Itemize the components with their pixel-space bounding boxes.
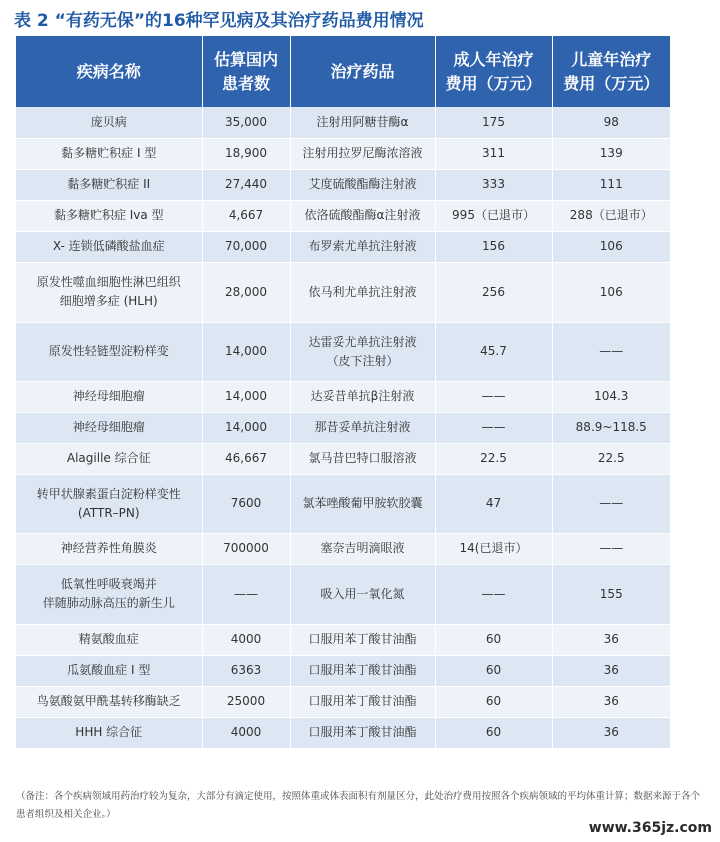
drug-cell: 氯马昔巴特口服溶液 [290,443,435,474]
patient-count-cell: 6363 [202,655,290,686]
patient-count-cell: 46,667 [202,443,290,474]
table-row [16,169,670,200]
table-row [16,474,670,533]
patient-count-cell: 28,000 [202,262,290,322]
adult-cost-cell: 14(已退市） [435,533,552,564]
disease-name-cell: 黏多糖贮积症 II [16,169,202,200]
drug-cell: 塞奈吉明滴眼液 [290,533,435,564]
disease-name-cell: 黏多糖贮积症 I 型 [16,138,202,169]
disease-name-cell: 转甲状腺素蛋白淀粉样变性 (ATTR–PN) [16,474,202,533]
child-cost-cell: 155 [552,564,670,624]
patient-count-cell: 25000 [202,686,290,717]
disease-name-cell: HHH 综合征 [16,717,202,748]
patient-count-cell: 700000 [202,533,290,564]
table-row [16,655,670,686]
drug-cell: 口服用苯丁酸甘油酯 [290,624,435,655]
child-cost-cell: 36 [552,624,670,655]
patient-count-cell: 14,000 [202,381,290,412]
patient-count-cell: 14,000 [202,322,290,381]
adult-cost-cell: 311 [435,138,552,169]
drug-cell: 那昔妥单抗注射液 [290,412,435,443]
child-cost-cell: 139 [552,138,670,169]
disease-name-cell: 瓜氨酸血症 I 型 [16,655,202,686]
adult-cost-cell: 47 [435,474,552,533]
drug-cell: 达妥昔单抗β注射液 [290,381,435,412]
disease-name-cell: 庞贝病 [16,107,202,138]
table-title: 表 2 “有药无保”的16种罕见病及其治疗药品费用情况 [14,11,424,31]
drug-cell: 依洛硫酸酯酶α注射液 [290,200,435,231]
patient-count-cell: 27,440 [202,169,290,200]
table-row [16,717,670,748]
patient-count-cell: 70,000 [202,231,290,262]
drug-cell: 口服用苯丁酸甘油酯 [290,686,435,717]
table-row [16,564,670,624]
drug-cell: 艾度硫酸酯酶注射液 [290,169,435,200]
table-row [16,443,670,474]
patient-count-cell: 7600 [202,474,290,533]
child-cost-cell: 288（已退市） [552,200,670,231]
child-cost-cell: 22.5 [552,443,670,474]
child-cost-cell: 111 [552,169,670,200]
child-cost-cell: —— [552,533,670,564]
drug-cell: 达雷妥尤单抗注射液 （皮下注射） [290,322,435,381]
drug-cell: 吸入用一氧化氮 [290,564,435,624]
disease-name-cell: 原发性噬血细胞性淋巴组织 细胞增多症 (HLH) [16,262,202,322]
adult-cost-cell: 22.5 [435,443,552,474]
patient-count-cell: 4,667 [202,200,290,231]
adult-cost-cell: —— [435,412,552,443]
drug-cell: 注射用拉罗尼酶浓溶液 [290,138,435,169]
drug-cell: 布罗索尤单抗注射液 [290,231,435,262]
patient-count-cell: —— [202,564,290,624]
header-child-cost: 儿童年治疗 费用（万元） [552,36,670,107]
child-cost-cell: 106 [552,231,670,262]
patient-count-cell: 18,900 [202,138,290,169]
table-row [16,200,670,231]
child-cost-cell: 36 [552,717,670,748]
adult-cost-cell: 60 [435,624,552,655]
adult-cost-cell: —— [435,564,552,624]
adult-cost-cell: 60 [435,655,552,686]
adult-cost-cell: 995（已退市） [435,200,552,231]
table-row [16,138,670,169]
adult-cost-cell: 333 [435,169,552,200]
header-row [16,36,670,107]
header-drug: 治疗药品 [290,36,435,107]
disease-name-cell: 神经营养性角膜炎 [16,533,202,564]
header-disease-name: 疾病名称 [16,36,202,107]
watermark: www.365jz.com [588,820,712,836]
adult-cost-cell: 60 [435,717,552,748]
disease-name-cell: 黏多糖贮积症 Iva 型 [16,200,202,231]
adult-cost-cell: 156 [435,231,552,262]
footnote: （备注：各个疾病领域用药治疗较为复杂，大部分有滴定使用，按照体重或体表面积有剂量区分，此处治疗费用按照各个疾病领域的平均体重计算；数据来源于各个患者组织及相关企业。） [16,791,701,821]
disease-name-cell: Alagille 综合征 [16,443,202,474]
child-cost-cell: 36 [552,655,670,686]
child-cost-cell: 98 [552,107,670,138]
patient-count-cell: 14,000 [202,412,290,443]
child-cost-cell: —— [552,474,670,533]
table-row [16,412,670,443]
rare-disease-cost-table [16,36,670,749]
table-row [16,231,670,262]
patient-count-cell: 4000 [202,624,290,655]
adult-cost-cell: 60 [435,686,552,717]
table-row [16,262,670,322]
disease-name-cell: 神经母细胞瘤 [16,381,202,412]
drug-cell: 口服用苯丁酸甘油酯 [290,717,435,748]
disease-name-cell: 鸟氨酸氨甲酰基转移酶缺乏 [16,686,202,717]
header-patient-count: 估算国内 患者数 [202,36,290,107]
patient-count-cell: 35,000 [202,107,290,138]
table-row [16,533,670,564]
disease-name-cell: 原发性轻链型淀粉样变 [16,322,202,381]
patient-count-cell: 4000 [202,717,290,748]
drug-cell: 注射用阿糖苷酶α [290,107,435,138]
table-row [16,686,670,717]
adult-cost-cell: 45.7 [435,322,552,381]
header-adult-cost: 成人年治疗 费用（万元） [435,36,552,107]
adult-cost-cell: 175 [435,107,552,138]
child-cost-cell: 88.9~118.5 [552,412,670,443]
drug-cell: 氯苯唑酸葡甲胺软胶囊 [290,474,435,533]
child-cost-cell: 36 [552,686,670,717]
disease-name-cell: 精氨酸血症 [16,624,202,655]
child-cost-cell: 104.3 [552,381,670,412]
table-row [16,381,670,412]
table-row [16,624,670,655]
table-row [16,322,670,381]
table-row [16,107,670,138]
disease-name-cell: 神经母细胞瘤 [16,412,202,443]
disease-name-cell: 低氧性呼吸衰竭并 伴随肺动脉高压的新生儿 [16,564,202,624]
drug-cell: 依马利尤单抗注射液 [290,262,435,322]
child-cost-cell: —— [552,322,670,381]
adult-cost-cell: 256 [435,262,552,322]
drug-cell: 口服用苯丁酸甘油酯 [290,655,435,686]
child-cost-cell: 106 [552,262,670,322]
disease-name-cell: X- 连锁低磷酸盐血症 [16,231,202,262]
adult-cost-cell: —— [435,381,552,412]
